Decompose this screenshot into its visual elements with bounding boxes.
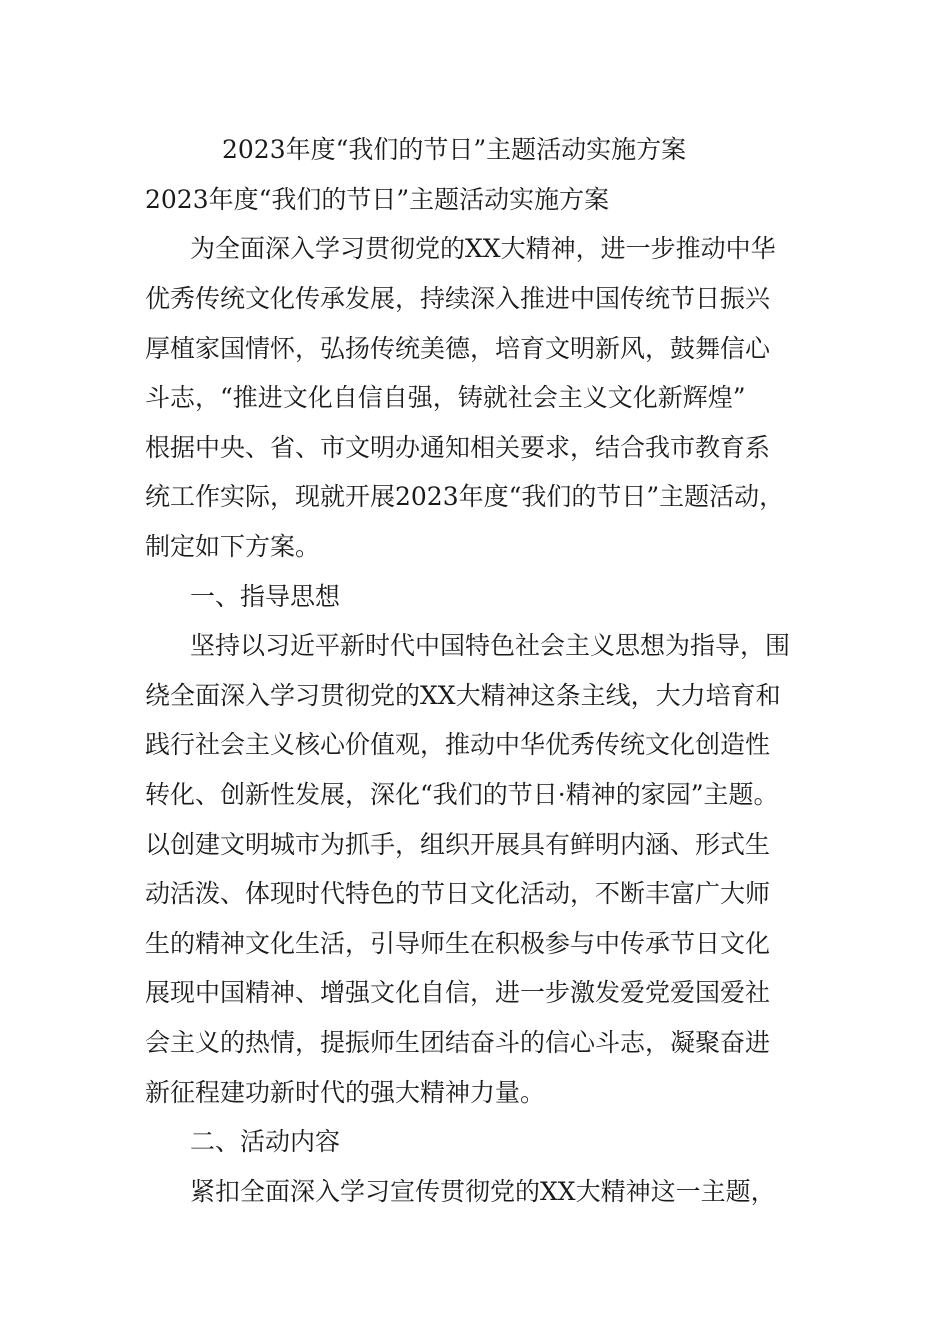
- paragraph-line: 践行社会主义核心价值观，推动中华优秀传统文化创造性: [145, 730, 771, 759]
- paragraph-line: 优秀传统文化传承发展，持续深入推进中国传统节日振兴: [145, 284, 771, 313]
- paragraph-line: 坚持以习近平新时代中国特色社会主义思想为指导，围: [190, 631, 791, 660]
- paragraph-line: 新征程建功新时代的强大精神力量。: [145, 1078, 546, 1107]
- paragraph-line: 根据中央、省、市文明办通知相关要求，结合我市教育系: [145, 433, 771, 462]
- paragraph-line: 生的精神文化生活，引导师生在积极参与中传承节日文化: [145, 929, 771, 958]
- document-title: 2023年度“我们的节日”主题活动实施方案: [222, 135, 687, 164]
- paragraph-line: 以创建文明城市为抓手，组织开展具有鲜明内涵、形式生: [145, 830, 771, 859]
- paragraph-line: 动活泼、体现时代特色的节日文化活动，不断丰富广大师: [145, 879, 771, 908]
- paragraph-line: 厚植家国情怀，弘扬传统美德，培育文明新风，鼓舞信心: [145, 334, 771, 363]
- paragraph-line: 绕全面深入学习贯彻党的XX大精神这条主线，大力培育和: [145, 681, 781, 710]
- paragraph-line: 紧扣全面深入学习宣传贯彻党的XX大精神这一主题，: [190, 1177, 776, 1206]
- paragraph-line: 会主义的热情，提振师生团结奋斗的信心斗志，凝聚奋进: [145, 1028, 771, 1057]
- section-heading: 一、指导思想: [190, 582, 341, 611]
- paragraph-line: 转化、创新性发展，深化“我们的节日·精神的家园”主题。: [145, 780, 779, 809]
- paragraph-line: 统工作实际，现就开展2023年度“我们的节日”主题活动，: [145, 482, 785, 511]
- paragraph-line: 制定如下方案。: [145, 532, 321, 561]
- document-title-repeat: 2023年度“我们的节日”主题活动实施方案: [145, 185, 610, 214]
- paragraph-line: 斗志，“推进文化自信自强，铸就社会主义文化新辉煌”: [145, 383, 746, 412]
- paragraph-line: 展现中国精神、增强文化自信，进一步激发爱党爱国爱社: [145, 978, 771, 1007]
- section-heading: 二、活动内容: [190, 1127, 341, 1156]
- paragraph-line: 为全面深入学习贯彻党的XX大精神，进一步推动中华: [190, 234, 776, 263]
